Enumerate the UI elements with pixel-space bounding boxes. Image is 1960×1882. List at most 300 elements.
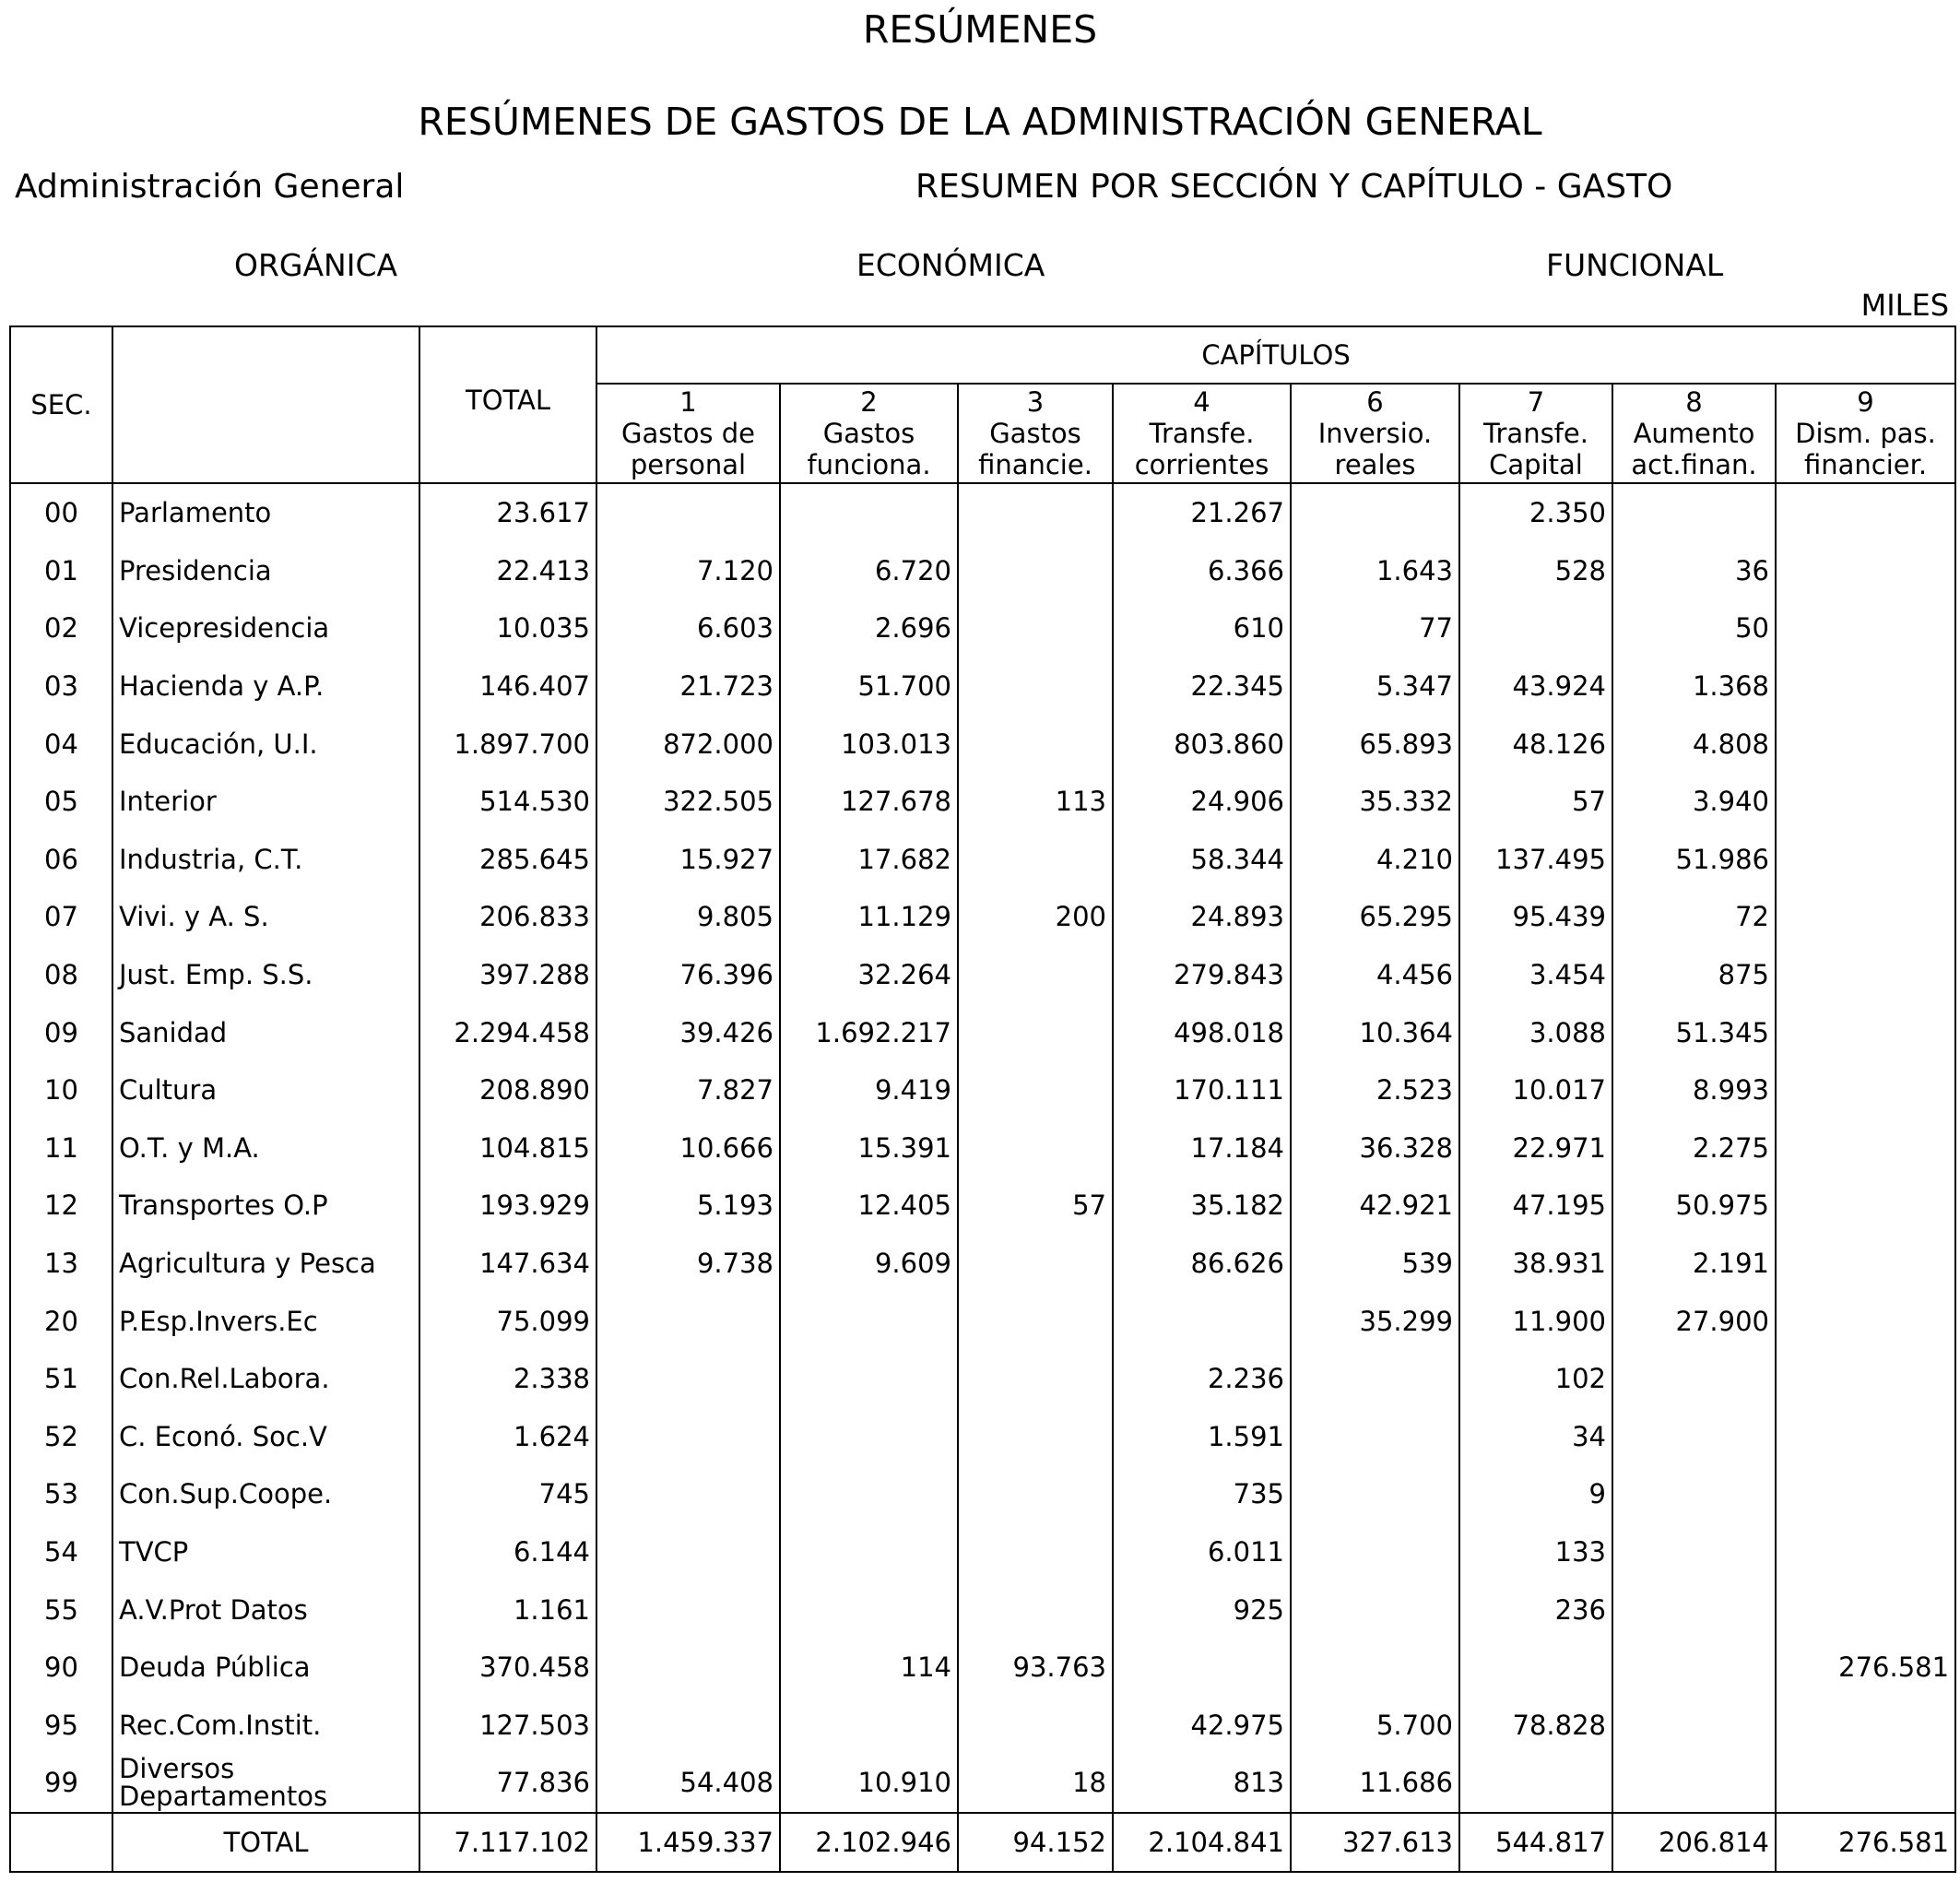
row-name: Industria, C.T.	[112, 831, 419, 889]
row-chapter-6: 1.643	[1291, 542, 1459, 600]
row-chapter-7: 34	[1459, 1408, 1612, 1466]
row-chapter-2	[780, 1580, 958, 1639]
row-chapter-7: 236	[1459, 1580, 1612, 1639]
row-sec: 01	[10, 542, 112, 600]
row-chapter-1: 7.827	[596, 1061, 780, 1119]
row-chapter-8: 8.993	[1612, 1061, 1776, 1119]
row-sec: 99	[10, 1754, 112, 1813]
row-chapter-4: 803.860	[1113, 715, 1291, 773]
row-chapter-2: 15.391	[780, 1119, 958, 1178]
row-sec: 03	[10, 657, 112, 716]
table-row	[10, 542, 1955, 600]
row-total: 127.503	[419, 1696, 596, 1754]
table-row	[10, 1235, 1955, 1293]
row-chapter-3	[958, 1003, 1113, 1061]
row-chapter-3	[958, 1408, 1113, 1466]
row-total: 206.833	[419, 888, 596, 946]
table-row	[10, 1465, 1955, 1523]
row-chapter-2	[780, 1523, 958, 1581]
row-chapter-7: 43.924	[1459, 657, 1612, 716]
row-chapter-7: 95.439	[1459, 888, 1612, 946]
row-chapter-1	[596, 1523, 780, 1581]
row-sec: 04	[10, 715, 112, 773]
name-header	[112, 326, 419, 483]
row-chapter-3	[958, 1523, 1113, 1581]
row-sec: 52	[10, 1408, 112, 1466]
row-sec: 08	[10, 946, 112, 1004]
row-name: Con.Rel.Labora.	[112, 1350, 419, 1408]
row-chapter-8	[1612, 1580, 1776, 1639]
row-chapter-4	[1113, 1292, 1291, 1350]
row-chapter-9: 276.581	[1776, 1639, 1955, 1697]
row-chapter-9	[1776, 773, 1955, 831]
table-row	[10, 657, 1955, 716]
row-chapter-2	[780, 1408, 958, 1466]
row-chapter-6: 35.299	[1291, 1292, 1459, 1350]
row-chapter-2: 103.013	[780, 715, 958, 773]
row-chapter-3	[958, 483, 1113, 542]
row-name: Rec.Com.Instit.	[112, 1696, 419, 1754]
row-chapter-2	[780, 1465, 958, 1523]
row-chapter-4: 2.236	[1113, 1350, 1291, 1408]
table-row	[10, 773, 1955, 831]
row-chapter-9	[1776, 1696, 1955, 1754]
row-name: Just. Emp. S.S.	[112, 946, 419, 1004]
row-chapter-3	[958, 831, 1113, 889]
row-chapter-1: 7.120	[596, 542, 780, 600]
row-name: Educación, U.I.	[112, 715, 419, 773]
row-chapter-1: 6.603	[596, 599, 780, 657]
row-name: P.Esp.Invers.Ec	[112, 1292, 419, 1350]
row-chapter-6	[1291, 1408, 1459, 1466]
row-chapter-9	[1776, 1408, 1955, 1466]
row-chapter-8: 1.368	[1612, 657, 1776, 716]
row-chapter-2: 9.609	[780, 1235, 958, 1293]
row-chapter-6	[1291, 1350, 1459, 1408]
row-chapter-2: 2.696	[780, 599, 958, 657]
row-chapter-4: 86.626	[1113, 1235, 1291, 1293]
row-chapter-1: 76.396	[596, 946, 780, 1004]
row-chapter-9	[1776, 1119, 1955, 1178]
row-chapter-3: 113	[958, 773, 1113, 831]
row-chapter-4	[1113, 1639, 1291, 1697]
row-chapter-4: 610	[1113, 599, 1291, 657]
totals-chapter-2: 2.102.946	[780, 1813, 958, 1872]
row-name: Parlamento	[112, 483, 419, 542]
chapter-header-2	[780, 384, 958, 483]
row-sec: 11	[10, 1119, 112, 1178]
table-row	[10, 1061, 1955, 1119]
row-chapter-1	[596, 1465, 780, 1523]
chapter-header-7-l2: Capital	[1489, 449, 1583, 480]
row-total: 22.413	[419, 542, 596, 600]
row-chapter-1: 5.193	[596, 1177, 780, 1235]
row-chapter-6: 10.364	[1291, 1003, 1459, 1061]
row-chapter-1: 39.426	[596, 1003, 780, 1061]
row-chapter-3	[958, 1235, 1113, 1293]
row-chapter-2: 32.264	[780, 946, 958, 1004]
row-chapter-8: 50.975	[1612, 1177, 1776, 1235]
row-total: 77.836	[419, 1754, 596, 1813]
row-total: 104.815	[419, 1119, 596, 1178]
row-chapter-8: 4.808	[1612, 715, 1776, 773]
row-name: Vicepresidencia	[112, 599, 419, 657]
totals-chapter-9: 276.581	[1776, 1813, 1955, 1872]
row-chapter-7	[1459, 1639, 1612, 1697]
chapter-header-9-l2: financier.	[1803, 449, 1928, 480]
row-chapter-1	[596, 483, 780, 542]
row-chapter-1	[596, 1408, 780, 1466]
row-sec: 02	[10, 599, 112, 657]
chapter-header-8-num: 8	[1685, 386, 1703, 418]
totals-label: TOTAL	[112, 1813, 419, 1872]
chapter-header-4	[1113, 384, 1291, 483]
totals-chapter-4: 2.104.841	[1113, 1813, 1291, 1872]
row-sec: 90	[10, 1639, 112, 1697]
totals-chapter-3: 94.152	[958, 1813, 1113, 1872]
row-sec: 20	[10, 1292, 112, 1350]
row-chapter-1	[596, 1639, 780, 1697]
row-chapter-4: 1.591	[1113, 1408, 1291, 1466]
row-sec: 10	[10, 1061, 112, 1119]
row-name: Interior	[112, 773, 419, 831]
row-chapter-3: 93.763	[958, 1639, 1113, 1697]
row-chapter-9	[1776, 1292, 1955, 1350]
row-chapter-4: 35.182	[1113, 1177, 1291, 1235]
row-chapter-1	[596, 1350, 780, 1408]
row-total: 2.294.458	[419, 1003, 596, 1061]
row-chapter-7: 133	[1459, 1523, 1612, 1581]
row-chapter-7: 9	[1459, 1465, 1612, 1523]
row-chapter-7: 137.495	[1459, 831, 1612, 889]
row-chapter-9	[1776, 1523, 1955, 1581]
row-chapter-2	[780, 1292, 958, 1350]
row-chapter-6	[1291, 483, 1459, 542]
chapter-header-3-l2: financie.	[978, 449, 1092, 480]
row-chapter-6: 2.523	[1291, 1061, 1459, 1119]
table-row	[10, 888, 1955, 946]
chapter-header-7-l1: Transfe.	[1483, 418, 1588, 449]
chapter-header-7	[1459, 384, 1612, 483]
page-subtitle: RESÚMENES DE GASTOS DE LA ADMINISTRACIÓN GENERAL	[418, 100, 1542, 144]
totals-chapter-8: 206.814	[1612, 1813, 1776, 1872]
chapter-header-4-num: 4	[1193, 386, 1210, 418]
table-body	[10, 483, 1955, 1813]
row-chapter-4: 498.018	[1113, 1003, 1291, 1061]
row-chapter-2	[780, 1350, 958, 1408]
totals-sec-cell	[10, 1813, 112, 1872]
row-chapter-2	[780, 483, 958, 542]
row-chapter-7: 57	[1459, 773, 1612, 831]
row-chapter-1	[596, 1292, 780, 1350]
classification-economica: ECONÓMICA	[856, 247, 1045, 283]
row-chapter-4: 58.344	[1113, 831, 1291, 889]
row-chapter-8	[1612, 1523, 1776, 1581]
row-name: Presidencia	[112, 542, 419, 600]
table-row	[10, 1003, 1955, 1061]
row-chapter-7	[1459, 599, 1612, 657]
totals-row	[10, 1813, 1955, 1872]
row-chapter-2: 9.419	[780, 1061, 958, 1119]
row-chapter-7: 2.350	[1459, 483, 1612, 542]
row-chapter-8	[1612, 1696, 1776, 1754]
totals-chapter-7: 544.817	[1459, 1813, 1612, 1872]
row-chapter-8: 875	[1612, 946, 1776, 1004]
row-chapter-7: 3.088	[1459, 1003, 1612, 1061]
row-chapter-3	[958, 1350, 1113, 1408]
row-chapter-7: 3.454	[1459, 946, 1612, 1004]
row-total: 75.099	[419, 1292, 596, 1350]
row-chapter-2: 10.910	[780, 1754, 958, 1813]
row-chapter-8: 50	[1612, 599, 1776, 657]
table-row	[10, 715, 1955, 773]
chapter-header-2-l2: funciona.	[807, 449, 931, 480]
row-chapter-6: 35.332	[1291, 773, 1459, 831]
table-row	[10, 1696, 1955, 1754]
row-chapter-2: 11.129	[780, 888, 958, 946]
row-chapter-4: 42.975	[1113, 1696, 1291, 1754]
row-total: 147.634	[419, 1235, 596, 1293]
row-chapter-7: 102	[1459, 1350, 1612, 1408]
row-total: 514.530	[419, 773, 596, 831]
row-chapter-2: 17.682	[780, 831, 958, 889]
row-chapter-1: 54.408	[596, 1754, 780, 1813]
row-sec: 06	[10, 831, 112, 889]
row-chapter-8: 2.191	[1612, 1235, 1776, 1293]
row-chapter-7: 22.971	[1459, 1119, 1612, 1178]
row-total: 193.929	[419, 1177, 596, 1235]
units-label: MILES	[1860, 288, 1949, 323]
row-chapter-8: 36	[1612, 542, 1776, 600]
row-chapter-1: 322.505	[596, 773, 780, 831]
row-chapter-2: 12.405	[780, 1177, 958, 1235]
row-chapter-8: 2.275	[1612, 1119, 1776, 1178]
capitulos-header: CAPÍTULOS	[596, 326, 1955, 384]
row-name: C. Econó. Soc.V	[112, 1408, 419, 1466]
row-chapter-9	[1776, 1235, 1955, 1293]
classification-funcional: FUNCIONAL	[1546, 247, 1724, 283]
row-total: 1.897.700	[419, 715, 596, 773]
row-total: 6.144	[419, 1523, 596, 1581]
chapter-header-9-l1: Dism. pas.	[1795, 418, 1936, 449]
chapter-header-6-num: 6	[1366, 386, 1384, 418]
row-name: Cultura	[112, 1061, 419, 1119]
row-chapter-6: 5.700	[1291, 1696, 1459, 1754]
row-chapter-1	[596, 1580, 780, 1639]
row-chapter-6: 4.210	[1291, 831, 1459, 889]
row-chapter-4: 24.893	[1113, 888, 1291, 946]
chapter-header-2-num: 2	[860, 386, 878, 418]
row-total: 10.035	[419, 599, 596, 657]
row-chapter-4: 21.267	[1113, 483, 1291, 542]
row-chapter-6: 4.456	[1291, 946, 1459, 1004]
total-header: TOTAL	[419, 326, 596, 483]
row-name: Hacienda y A.P.	[112, 657, 419, 716]
row-chapter-1	[596, 1696, 780, 1754]
chapter-header-6-l2: reales	[1334, 449, 1416, 480]
table-row	[10, 1523, 1955, 1581]
row-sec: 53	[10, 1465, 112, 1523]
row-chapter-6: 42.921	[1291, 1177, 1459, 1235]
chapter-header-8	[1612, 384, 1776, 483]
row-chapter-3	[958, 1292, 1113, 1350]
row-sec: 55	[10, 1580, 112, 1639]
row-chapter-1: 9.805	[596, 888, 780, 946]
row-sec: 09	[10, 1003, 112, 1061]
row-chapter-4: 22.345	[1113, 657, 1291, 716]
table-row	[10, 1639, 1955, 1697]
row-chapter-9	[1776, 1350, 1955, 1408]
row-total: 2.338	[419, 1350, 596, 1408]
row-chapter-8	[1612, 1350, 1776, 1408]
row-total: 285.645	[419, 831, 596, 889]
row-chapter-6: 539	[1291, 1235, 1459, 1293]
row-chapter-6: 11.686	[1291, 1754, 1459, 1813]
row-chapter-9	[1776, 946, 1955, 1004]
row-chapter-7: 78.828	[1459, 1696, 1612, 1754]
row-chapter-4: 17.184	[1113, 1119, 1291, 1178]
row-chapter-3	[958, 599, 1113, 657]
row-sec: 12	[10, 1177, 112, 1235]
table-row	[10, 1177, 1955, 1235]
row-name: Diversos Departamentos	[112, 1754, 419, 1813]
row-chapter-3	[958, 1580, 1113, 1639]
row-chapter-6	[1291, 1465, 1459, 1523]
row-chapter-4: 170.111	[1113, 1061, 1291, 1119]
row-name: Vivi. y A. S.	[112, 888, 419, 946]
row-chapter-9	[1776, 1580, 1955, 1639]
row-chapter-9	[1776, 888, 1955, 946]
row-chapter-7: 10.017	[1459, 1061, 1612, 1119]
row-name: Sanidad	[112, 1003, 419, 1061]
chapter-header-2-l1: Gastos	[822, 418, 915, 449]
row-chapter-3	[958, 1465, 1113, 1523]
row-chapter-8: 51.986	[1612, 831, 1776, 889]
row-chapter-8	[1612, 1465, 1776, 1523]
row-sec: 54	[10, 1523, 112, 1581]
row-chapter-7: 528	[1459, 542, 1612, 600]
table-row	[10, 599, 1955, 657]
row-chapter-7: 11.900	[1459, 1292, 1612, 1350]
row-chapter-3	[958, 946, 1113, 1004]
row-chapter-1: 10.666	[596, 1119, 780, 1178]
row-chapter-2: 51.700	[780, 657, 958, 716]
row-total: 146.407	[419, 657, 596, 716]
table-row	[10, 831, 1955, 889]
chapter-header-3	[958, 384, 1113, 483]
row-name: A.V.Prot Datos	[112, 1580, 419, 1639]
row-chapter-8	[1612, 1639, 1776, 1697]
row-chapter-6: 5.347	[1291, 657, 1459, 716]
totals-total: 7.117.102	[419, 1813, 596, 1872]
row-chapter-3	[958, 715, 1113, 773]
row-name: O.T. y M.A.	[112, 1119, 419, 1178]
row-chapter-9	[1776, 1465, 1955, 1523]
row-chapter-6	[1291, 1639, 1459, 1697]
chapter-header-1	[596, 384, 780, 483]
row-chapter-8: 3.940	[1612, 773, 1776, 831]
chapter-header-8-l2: act.finan.	[1631, 449, 1757, 480]
chapter-header-1-l1: Gastos de	[620, 418, 756, 449]
row-chapter-3	[958, 657, 1113, 716]
row-chapter-9	[1776, 831, 1955, 889]
chapter-header-7-num: 7	[1527, 386, 1545, 418]
row-sec: 00	[10, 483, 112, 542]
row-chapter-3	[958, 542, 1113, 600]
row-total: 23.617	[419, 483, 596, 542]
classification-organica: ORGÁNICA	[234, 247, 398, 283]
chapter-header-4-l1: Transfe.	[1149, 418, 1255, 449]
row-chapter-8	[1612, 483, 1776, 542]
table-row	[10, 1350, 1955, 1408]
row-chapter-1: 872.000	[596, 715, 780, 773]
row-chapter-3: 200	[958, 888, 1113, 946]
row-chapter-3: 57	[958, 1177, 1113, 1235]
row-chapter-6: 65.295	[1291, 888, 1459, 946]
table-row	[10, 1754, 1955, 1813]
row-chapter-9	[1776, 1754, 1955, 1813]
row-chapter-7: 47.195	[1459, 1177, 1612, 1235]
row-chapter-4: 6.366	[1113, 542, 1291, 600]
row-chapter-4: 279.843	[1113, 946, 1291, 1004]
row-chapter-9	[1776, 657, 1955, 716]
row-chapter-2: 127.678	[780, 773, 958, 831]
row-chapter-6	[1291, 1580, 1459, 1639]
totals-chapter-1: 1.459.337	[596, 1813, 780, 1872]
totals-chapter-6: 327.613	[1291, 1813, 1459, 1872]
sec-header: SEC.	[10, 326, 112, 483]
row-chapter-3: 18	[958, 1754, 1113, 1813]
row-chapter-8: 72	[1612, 888, 1776, 946]
row-chapter-8	[1612, 1408, 1776, 1466]
row-chapter-6: 65.893	[1291, 715, 1459, 773]
row-chapter-9	[1776, 542, 1955, 600]
row-chapter-6	[1291, 1523, 1459, 1581]
row-name: Con.Sup.Coope.	[112, 1465, 419, 1523]
chapter-header-9	[1776, 384, 1955, 483]
chapter-header-1-l2: personal	[630, 449, 747, 480]
row-chapter-3	[958, 1061, 1113, 1119]
row-sec: 95	[10, 1696, 112, 1754]
chapter-header-6	[1291, 384, 1459, 483]
row-chapter-9	[1776, 715, 1955, 773]
row-name: Deuda Pública	[112, 1639, 419, 1697]
row-chapter-9	[1776, 599, 1955, 657]
row-chapter-4: 813	[1113, 1754, 1291, 1813]
row-chapter-8: 27.900	[1612, 1292, 1776, 1350]
row-chapter-7: 48.126	[1459, 715, 1612, 773]
row-chapter-7	[1459, 1754, 1612, 1813]
row-chapter-4: 24.906	[1113, 773, 1291, 831]
row-chapter-2: 6.720	[780, 542, 958, 600]
row-name: Transportes O.P	[112, 1177, 419, 1235]
row-sec: 05	[10, 773, 112, 831]
row-chapter-6: 77	[1291, 599, 1459, 657]
row-total: 1.624	[419, 1408, 596, 1466]
chapter-header-9-num: 9	[1857, 386, 1874, 418]
row-name: Agricultura y Pesca	[112, 1235, 419, 1293]
row-sec: 13	[10, 1235, 112, 1293]
row-chapter-1: 21.723	[596, 657, 780, 716]
chapter-header-8-l1: Aumento	[1633, 418, 1755, 449]
row-total: 1.161	[419, 1580, 596, 1639]
table-row	[10, 483, 1955, 542]
row-chapter-2: 114	[780, 1639, 958, 1697]
chapter-header-6-l1: Inversio.	[1317, 418, 1433, 449]
row-chapter-1: 9.738	[596, 1235, 780, 1293]
page-title: RESÚMENES	[862, 7, 1098, 52]
row-chapter-8: 51.345	[1612, 1003, 1776, 1061]
